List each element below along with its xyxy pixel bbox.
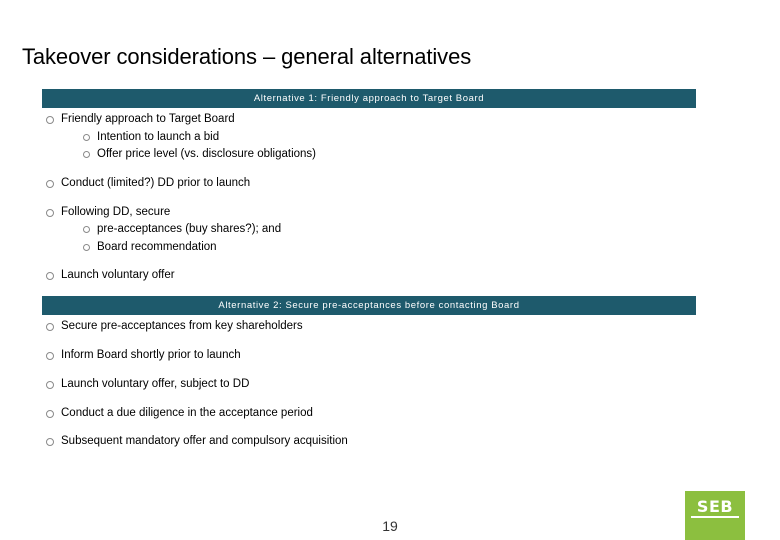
bullet-item: Inform Board shortly prior to launch [61,348,241,362]
sub-bullet-item: Board recommendation [97,240,217,254]
bullet-item: Friendly approach to Target Board [61,112,235,126]
logo-text: SEB [696,497,734,516]
bullet-icon [46,323,54,331]
bullet-icon [46,116,54,124]
bullet-icon [46,209,54,217]
sub-bullet-item: Offer price level (vs. disclosure obligations) [97,147,316,161]
sub-bullet-item: pre-acceptances (buy shares?); and [97,222,281,236]
bullet-icon [46,180,54,188]
bullet-icon [83,226,90,233]
sub-bullet-item: Intention to launch a bid [97,130,219,144]
bullet-icon [83,244,90,251]
bullet-icon [46,438,54,446]
bullet-item: Conduct a due diligence in the acceptance period [61,406,313,420]
bullet-item: Subsequent mandatory offer and compulsory acquisition [61,434,348,448]
logo-underline [691,516,739,518]
bullet-item: Launch voluntary offer [61,268,175,282]
bullet-icon [46,381,54,389]
seb-logo [685,491,745,540]
bullet-item: Launch voluntary offer, subject to DD [61,377,249,391]
alternative-2-header: Alternative 2: Secure pre-acceptances before contacting Board [42,296,696,315]
bullet-icon [46,352,54,360]
page-number: 19 [382,518,398,534]
bullet-item: Secure pre-acceptances from key shareholders [61,319,303,333]
page-title: Takeover considerations – general alternatives [22,44,472,69]
bullet-icon [46,272,54,280]
bullet-item: Conduct (limited?) DD prior to launch [61,176,250,190]
bullet-icon [83,151,90,158]
bullet-item: Following DD, secure [61,205,170,219]
bullet-icon [46,410,54,418]
alternative-1-header: Alternative 1: Friendly approach to Target Board [42,89,696,108]
bullet-icon [83,134,90,141]
